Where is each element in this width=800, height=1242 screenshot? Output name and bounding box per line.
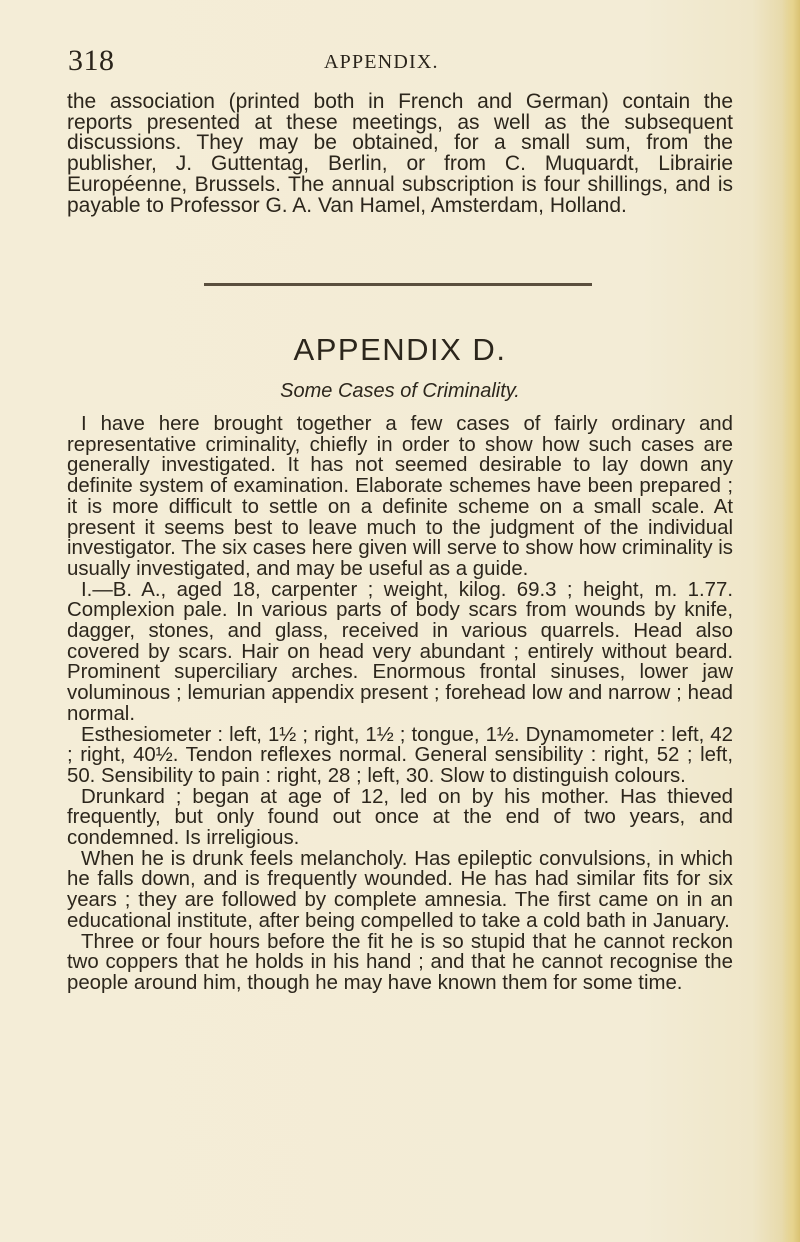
paragraph-introduction: I have here brought together a few cases of fairly ordinary and representative criminality, chiefly in order to show how such cases are generally investigated. It has not seemed desirable to lay down any definite system of examination. Elaborate schemes have been prepared ; it is more difficult to settle on a definite scheme on a small scale. At present it seems best to leave much to the judgment of the individual investigator. The six cases here given will serve to show how criminality is usually investigated, and may be useful as a guide. — [67, 413, 733, 580]
paragraph-before-fit: Three or four hours before the fit he is so stupid that he cannot reckon two coppers that he holds in his hand ; and that he cannot recognise the people around him, though he may have known them for some time. — [67, 930, 733, 994]
intro-text — [67, 92, 733, 216]
appendix-body — [67, 414, 733, 994]
intro-paragraph: the association (printed both in French and German) contain the reports presented at these meetings, as well as the subsequent discussions. They may be obtained, for a small sum, from the publisher, J. Guttentag, Berlin, or from C. Muquardt, Librairie Européenne, Brussels. The annual subscription is four shillings, and is payable to Professor G. A. Van Hamel, Amsterdam, Holland. — [67, 90, 733, 217]
running-head: APPENDIX. — [324, 51, 439, 73]
section-divider — [204, 283, 592, 286]
page-edge — [782, 0, 800, 1242]
page-number: 318 — [68, 44, 115, 77]
paragraph-history: Drunkard ; began at age of 12, led on by his mother. Has thieved frequently, but only found out once at the end of two years, and condemned. Is irreligious. — [67, 785, 733, 850]
appendix-subtitle: Some Cases of Criminality. — [280, 380, 520, 402]
paragraph-fits: When he is drunk feels melancholy. Has epileptic convulsions, in which he falls down, and is frequently wounded. He has had similar fits for six years ; they are followed by complete amnesia. The first came on in an educational institute, after being compelled to take a cold bath in January. — [67, 847, 733, 932]
appendix-title: APPENDIX D. — [293, 332, 507, 367]
paragraph-measurements: Esthesiometer : left, 1½ ; right, 1½ ; tongue, 1½. Dynamometer : left, 42 ; right, 40½. Tendon reflexes normal. General sensibility : right, 52 ; left, 50. Sensibility to pain : right, 28 ; left, 30. Slow to distinguish colours. — [67, 723, 733, 787]
page-header — [68, 44, 728, 84]
paragraph-case-one: I.—B. A., aged 18, carpenter ; weight, kilog. 69.3 ; height, m. 1.77. Complexion pale. In various parts of body scars from wounds by knife, dagger, stones, and glass, received in various quarrels. Head also covered by scars. Hair on head very abundant ; entirely without beard. Prominent superciliary arches. Enormous frontal sinuses, lower jaw voluminous ; lemurian appendix present ; forehead low and narrow ; head normal. — [67, 578, 733, 725]
